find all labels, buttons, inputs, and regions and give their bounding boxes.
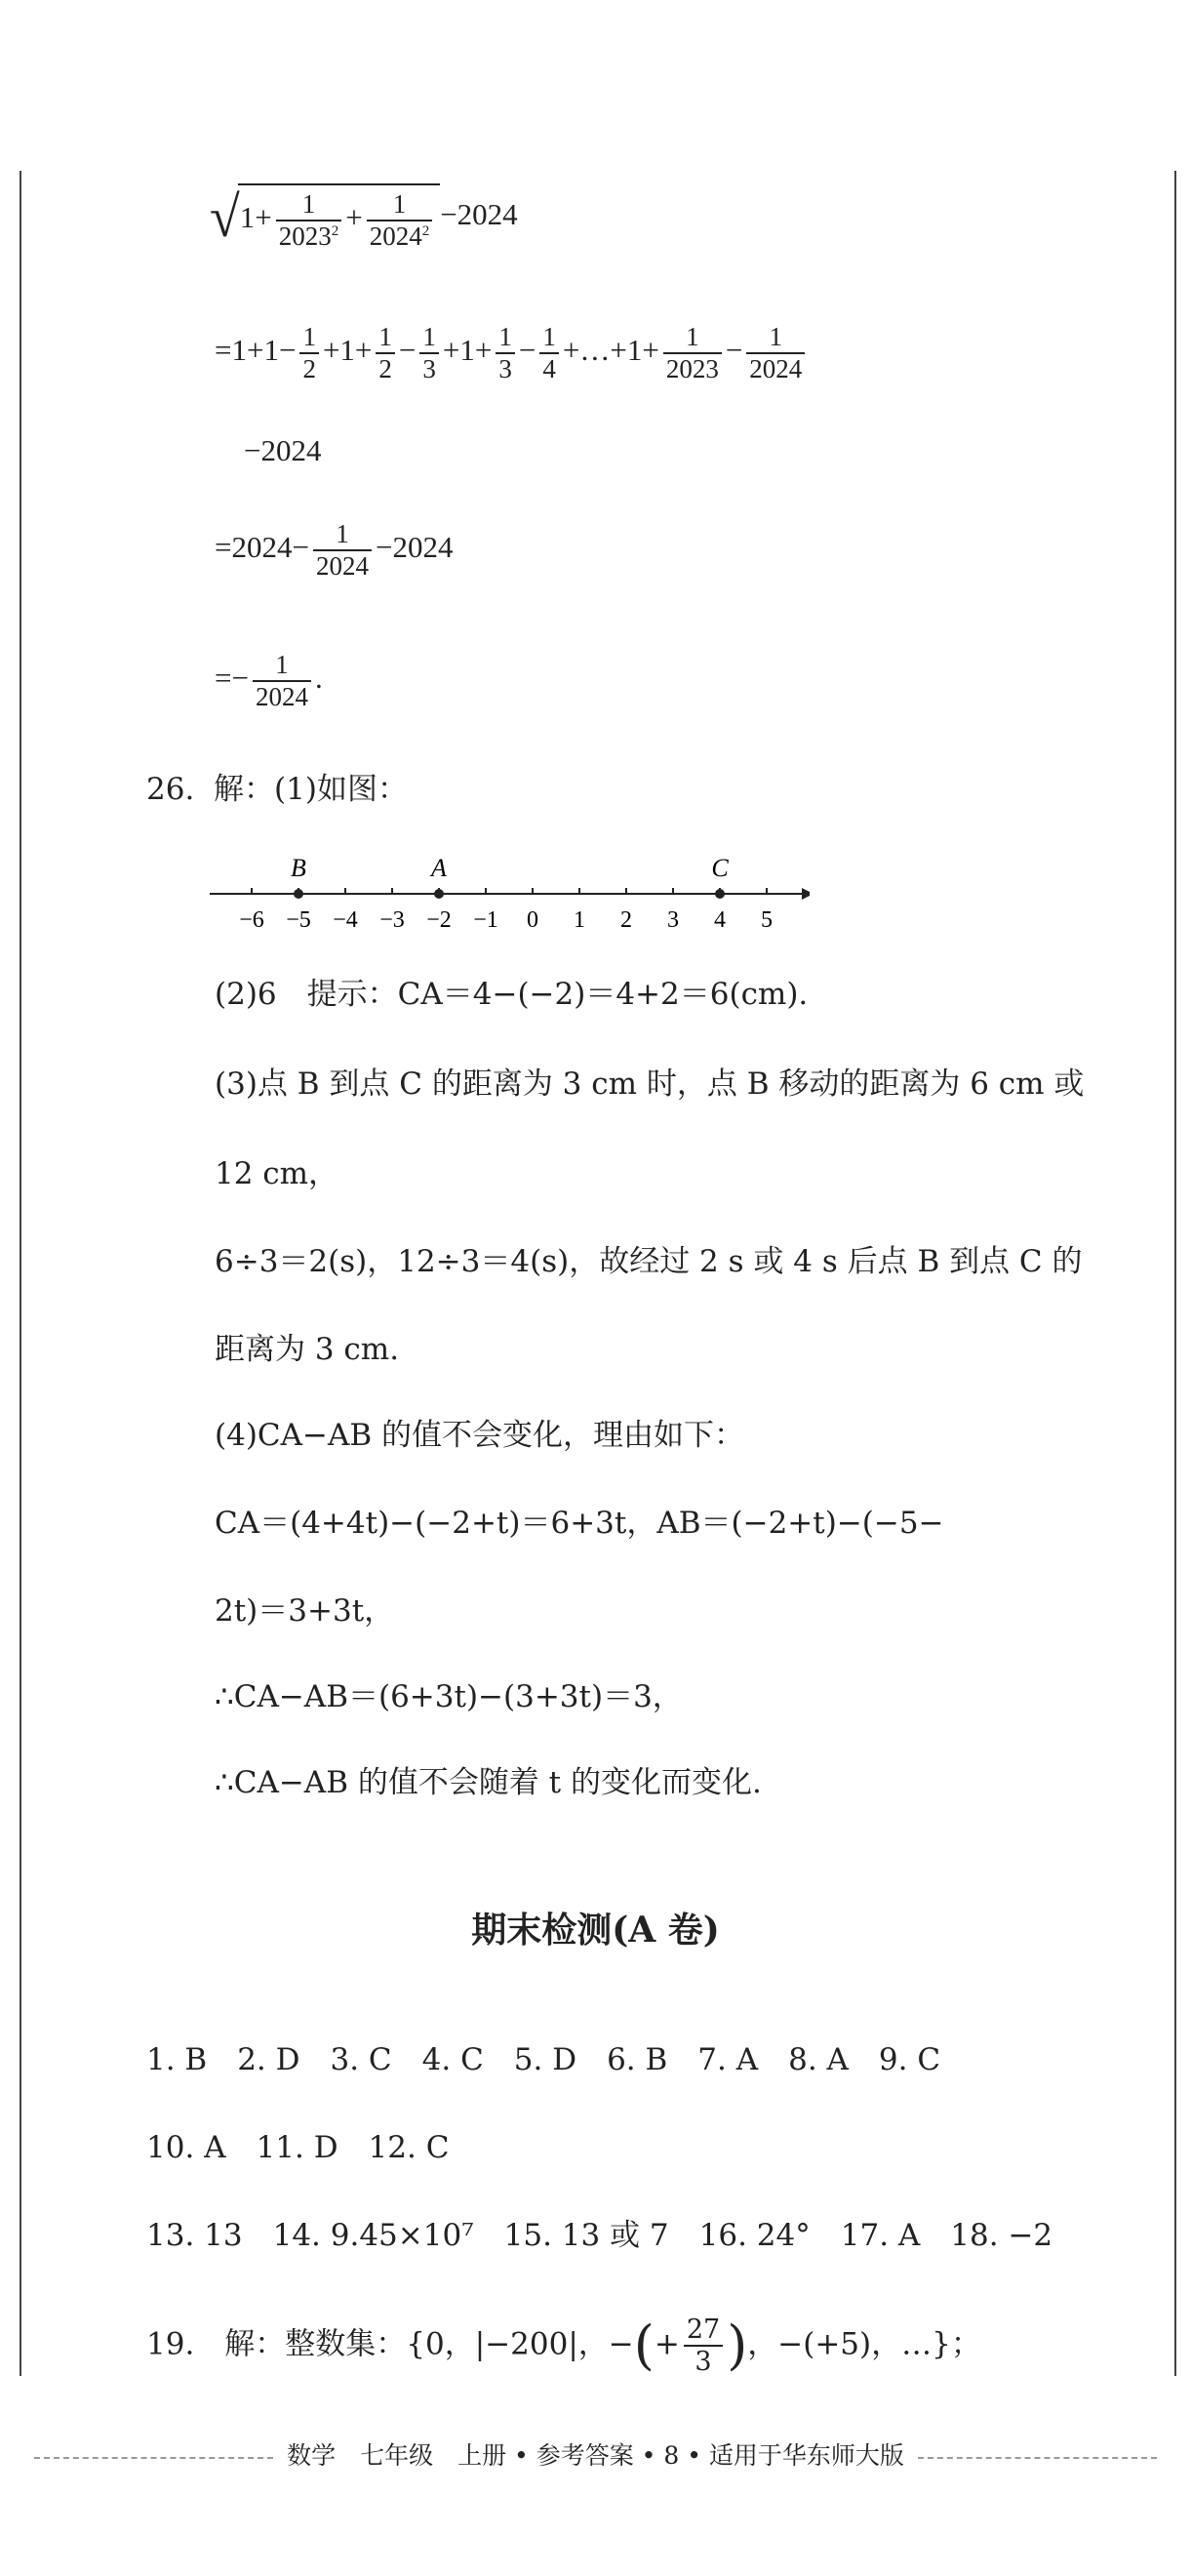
math-text: + xyxy=(654,2326,680,2362)
q26-part3-line3: 6÷3＝2(s)，12÷3＝4(s)，故经过 2 s 或 4 s 后点 B 到点 C 的 xyxy=(215,1244,1083,1279)
math-line-3: −2024 xyxy=(244,433,322,467)
left-margin-line xyxy=(20,171,21,2376)
tick-label: −3 xyxy=(379,907,405,933)
frac-den: 2023 xyxy=(278,221,332,252)
frac-den: 2024 xyxy=(749,354,803,384)
frac-num: 1 xyxy=(419,322,439,354)
frac-num: 1 xyxy=(299,322,319,354)
math-text: =− xyxy=(215,661,249,696)
q26-part3-line1: (3)点 B 到点 C 的距离为 3 cm 时，点 B 移动的距离为 6 cm 或 xyxy=(215,1067,1085,1102)
q26-part4-line1: (4)CA−AB 的值不会变化，理由如下： xyxy=(215,1418,745,1453)
frac-num: 1 xyxy=(253,650,311,682)
math-text: − xyxy=(398,333,417,368)
answers-row-2: 10. A 11. D 12. C xyxy=(146,2130,450,2165)
frac-den: 3 xyxy=(498,354,512,384)
footer-dash-left xyxy=(34,2457,273,2459)
math-line-1: √1+ $\frac{1}{2023^2}$ + $\frac{1}{2024^2}$ −2024 xyxy=(210,183,518,252)
answers-row-3: 13. 13 14. 9.45×10⁷ 15. 13 或 7 16. 24° 17. A 18. −2 xyxy=(146,2218,1053,2253)
tick-label: 5 xyxy=(761,907,773,933)
math-text: =2024− xyxy=(215,530,309,565)
q26-part4-line5: ∴CA−AB 的值不会随着 t 的变化而变化. xyxy=(215,1765,762,1800)
math-line-5 xyxy=(215,650,323,712)
frac-num: 1 xyxy=(276,189,342,221)
frac-den: 3 xyxy=(695,2347,712,2378)
math-text: ，−(+5)，…}； xyxy=(747,2326,981,2362)
tick-label: −6 xyxy=(239,907,264,933)
footer-dash-right xyxy=(918,2457,1157,2459)
math-text: − xyxy=(725,333,743,368)
frac-den: 2024 xyxy=(255,682,308,712)
point-label-a: A xyxy=(431,854,447,882)
frac-den: 2023 xyxy=(665,354,719,384)
frac-num: 1 xyxy=(746,322,805,354)
math-text: +1+ xyxy=(442,333,493,368)
frac-den: 2 xyxy=(378,354,392,384)
math-line-4 xyxy=(215,519,453,582)
frac-den: 2024 xyxy=(315,551,369,582)
point-c xyxy=(715,889,725,899)
page-footer xyxy=(0,2436,1191,2472)
frac-den: 2 xyxy=(302,354,316,384)
question-number: 26. xyxy=(146,772,195,807)
number-line-points xyxy=(291,854,729,899)
exponent: 2 xyxy=(421,223,430,240)
point-label-b: B xyxy=(291,854,306,882)
right-margin-line xyxy=(1174,171,1176,2376)
tick-label: 4 xyxy=(714,907,726,933)
point-a xyxy=(434,889,444,899)
math-text: −2024 xyxy=(375,530,454,565)
tick-label: 0 xyxy=(527,907,538,933)
right-paren: ) xyxy=(727,2314,748,2377)
q26-part3-line2: 12 cm， xyxy=(215,1156,339,1191)
q26-part2: (2)6 提示：CA＝4−(−2)＝4+2＝6(cm). xyxy=(215,977,809,1012)
math-text: −2024 xyxy=(440,197,518,232)
answers-row-1: 1. B 2. D 3. C 4. C 5. D 6. B 7. A 8. A 9. C xyxy=(146,2042,941,2077)
tick-label: −2 xyxy=(426,907,452,933)
frac-den: 2024 xyxy=(369,221,422,252)
frac-num: 1 xyxy=(663,322,722,354)
question-26-heading xyxy=(146,772,408,807)
number-line xyxy=(205,849,810,937)
math-text: =1+1− xyxy=(215,333,297,368)
frac-num: 1 xyxy=(376,322,395,354)
frac-num: 27 xyxy=(684,2314,723,2347)
point-b xyxy=(294,889,303,899)
math-text: . xyxy=(314,661,323,696)
math-text: − xyxy=(518,333,536,368)
frac-num: 1 xyxy=(496,322,515,354)
frac-den: 3 xyxy=(422,354,436,384)
footer-text: 数学 七年级 上册 • 参考答案 • 8 • 适用于华东师大版 xyxy=(287,2441,904,2470)
q26-part3-line4: 距离为 3 cm. xyxy=(215,1332,400,1367)
question-19 xyxy=(146,2314,981,2377)
left-paren: ( xyxy=(633,2314,655,2377)
frac-num: 1 xyxy=(539,322,559,354)
tick-label: −4 xyxy=(333,907,358,933)
number-line-arrow xyxy=(802,888,810,900)
math-line-2 xyxy=(215,322,809,384)
frac-num: 1 xyxy=(313,519,372,551)
q26-part4-line2: CA＝(4+4t)−(−2+t)＝6+3t，AB＝(−2+t)−(−5− xyxy=(215,1506,944,1541)
math-text: +1+ xyxy=(322,333,373,368)
tick-label: −1 xyxy=(473,907,498,933)
tick-label: 2 xyxy=(620,907,632,933)
exponent: 2 xyxy=(331,223,339,240)
tick-label: 3 xyxy=(667,907,679,933)
math-text: 19. 解：整数集：{0，|−200|，− xyxy=(146,2326,634,2362)
math-text: +…+1+ xyxy=(562,333,659,368)
q26-part4-line3: 2t)＝3+3t， xyxy=(215,1593,395,1629)
question-text: 解：(1)如图： xyxy=(214,772,408,807)
point-label-c: C xyxy=(711,854,729,882)
tick-label: −5 xyxy=(286,907,311,933)
section-title: 期末检测(A 卷) xyxy=(471,1910,720,1951)
tick-label: 1 xyxy=(574,907,585,933)
q26-part4-line4: ∴CA−AB＝(6+3t)−(3+3t)＝3， xyxy=(215,1679,683,1714)
frac-num: 1 xyxy=(367,189,433,221)
frac-den: 4 xyxy=(542,354,556,384)
